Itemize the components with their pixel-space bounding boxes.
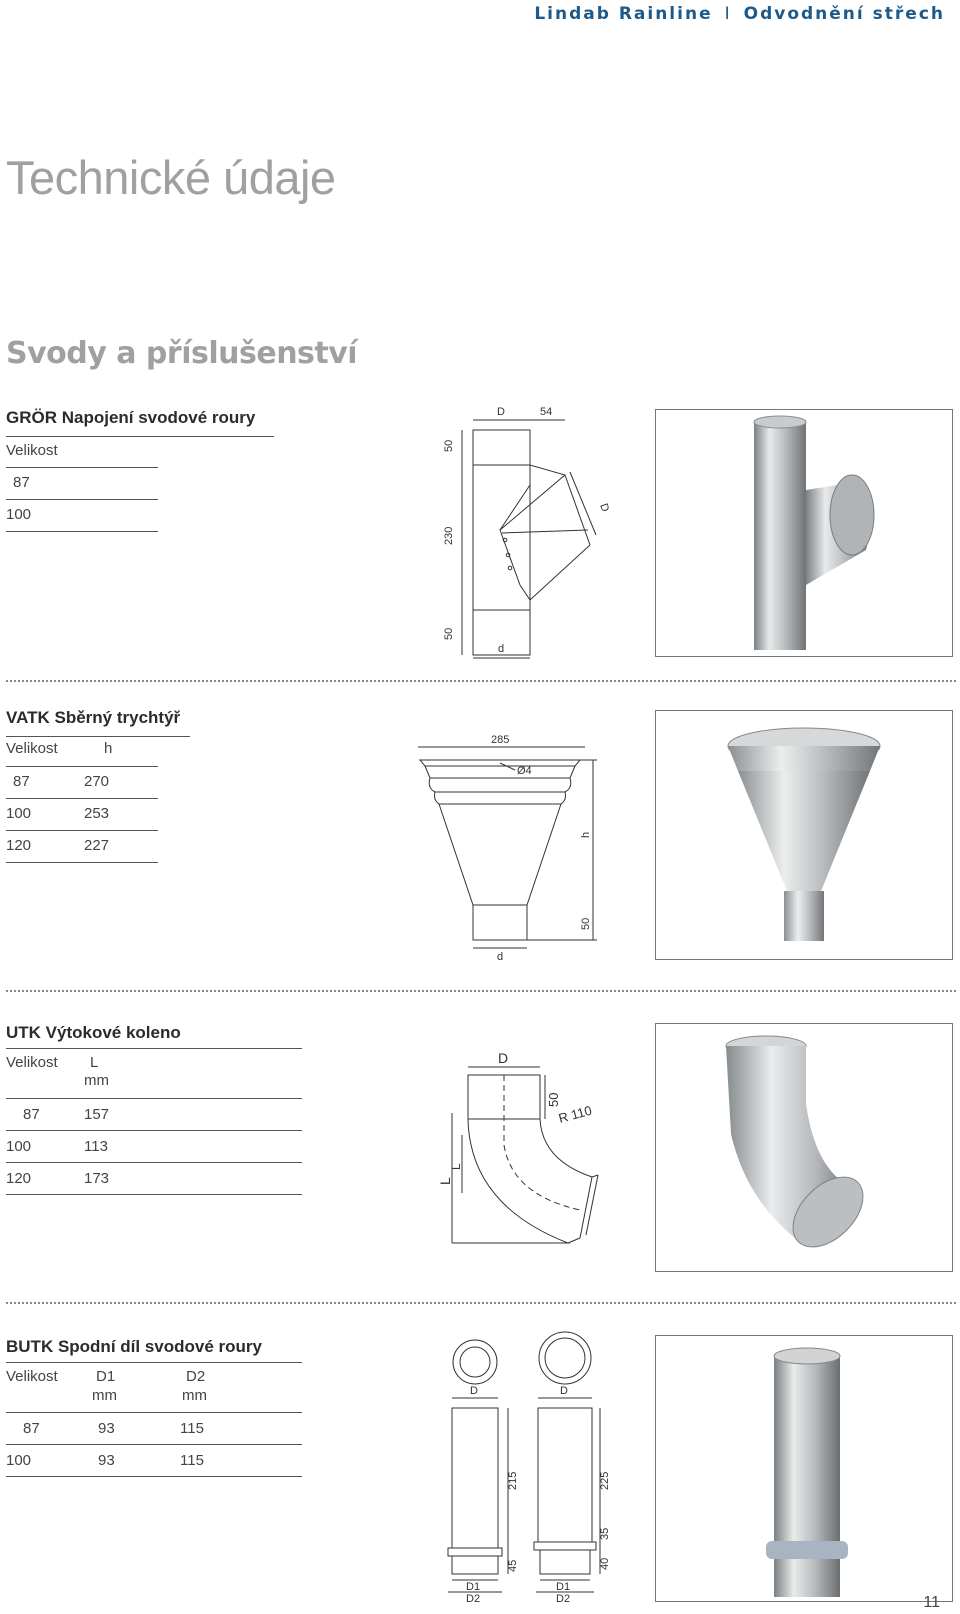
utk-row-1-size: 100 bbox=[6, 1138, 32, 1155]
vatk-photo bbox=[655, 710, 953, 960]
grör-photo bbox=[655, 409, 953, 657]
section-title: Svody a příslušenství bbox=[6, 336, 358, 371]
section-divider bbox=[6, 680, 956, 682]
vatk-dim-d: d bbox=[497, 951, 504, 963]
grör-title: GRÖR Napojení svodové roury bbox=[6, 408, 256, 427]
utk-dim-50: 50 bbox=[546, 1092, 561, 1107]
butk-rule bbox=[6, 1476, 302, 1477]
utk-dim-L-inner: L bbox=[449, 1163, 463, 1170]
grör-dim-d: d bbox=[498, 643, 505, 655]
utk-rule bbox=[6, 1130, 302, 1131]
utk-rule bbox=[6, 1098, 302, 1099]
vatk-row-1-h: 253 bbox=[84, 805, 110, 822]
utk-row-2-size: 120 bbox=[6, 1170, 32, 1187]
utk-header-L: L bbox=[90, 1054, 99, 1071]
utk-header-mm: mm bbox=[84, 1072, 109, 1089]
grör-dim-50a: 50 bbox=[443, 439, 455, 452]
vatk-dim-50: 50 bbox=[580, 917, 592, 930]
utk-row-2-L: 173 bbox=[84, 1170, 110, 1187]
vatk-dim-hole: Ø4 bbox=[517, 765, 532, 777]
brand-subtitle: Odvodnění střech bbox=[743, 4, 945, 24]
butk-dim-D2a: D2 bbox=[466, 1593, 481, 1605]
vatk-dim-285: 285 bbox=[491, 734, 510, 746]
brand-name: Lindab Rainline bbox=[534, 4, 713, 24]
butk-row-1-size: 100 bbox=[6, 1452, 32, 1469]
butk-title-rule bbox=[6, 1362, 302, 1363]
butk-row-1-D1: 93 bbox=[98, 1452, 115, 1469]
utk-rule bbox=[6, 1162, 302, 1163]
butk-dim-D2b: D2 bbox=[556, 1593, 571, 1605]
utk-row-1-L: 113 bbox=[84, 1138, 108, 1155]
utk-title: UTK Výtokové koleno bbox=[6, 1023, 181, 1042]
page-title: Technické údaje bbox=[6, 151, 336, 204]
page-number: 11 bbox=[923, 1594, 940, 1611]
utk-title-rule bbox=[6, 1048, 302, 1049]
grör-dim-diag-D: D bbox=[597, 501, 612, 514]
vatk-drawing bbox=[415, 730, 605, 963]
utk-photo bbox=[655, 1023, 953, 1272]
brand-separator: I bbox=[724, 4, 732, 24]
grör-dim-50b: 50 bbox=[443, 627, 455, 640]
grör-header-size: Velikost bbox=[6, 442, 58, 459]
butk-dim-45: 45 bbox=[507, 1559, 519, 1572]
vatk-header-h: h bbox=[104, 740, 113, 757]
vatk-title: VATK Sběrný trychtýř bbox=[6, 708, 181, 727]
brand-header bbox=[534, 4, 945, 24]
butk-drawing bbox=[440, 1330, 620, 1605]
grör-dim-230: 230 bbox=[443, 526, 455, 545]
grör-drawing bbox=[440, 400, 620, 665]
utk-row-0-size: 87 bbox=[23, 1106, 40, 1123]
utk-drawing bbox=[437, 1045, 610, 1245]
utk-header-size: Velikost bbox=[6, 1054, 58, 1071]
grör-dim-54: 54 bbox=[540, 406, 553, 418]
butk-dim-Db: D bbox=[560, 1385, 568, 1397]
utk-dim-R: R 110 bbox=[556, 1102, 594, 1126]
vatk-title-rule bbox=[6, 736, 190, 737]
butk-rule bbox=[6, 1412, 302, 1413]
butk-dim-40: 40 bbox=[599, 1557, 611, 1570]
vatk-row-0-size: 87 bbox=[13, 773, 30, 790]
butk-dim-D1a: D1 bbox=[466, 1581, 481, 1593]
butk-row-0-D1: 93 bbox=[98, 1420, 115, 1437]
utk-dim-D: D bbox=[498, 1050, 509, 1066]
butk-header-size: Velikost bbox=[6, 1368, 58, 1385]
butk-header-mm1: mm bbox=[92, 1387, 117, 1404]
butk-dim-225: 225 bbox=[599, 1471, 611, 1490]
butk-row-1-D2: 115 bbox=[180, 1452, 204, 1469]
vatk-rule bbox=[6, 830, 158, 831]
butk-row-0-size: 87 bbox=[23, 1420, 40, 1437]
vatk-rule bbox=[6, 766, 158, 767]
utk-dim-L-outer: L bbox=[437, 1177, 453, 1185]
grör-dim-D: D bbox=[497, 406, 505, 418]
section-divider bbox=[6, 990, 956, 992]
butk-dim-D1b: D1 bbox=[556, 1581, 571, 1593]
grör-rule bbox=[6, 467, 158, 468]
vatk-dim-h: h bbox=[580, 831, 592, 838]
grör-row-1-size: 100 bbox=[6, 506, 32, 523]
utk-rule bbox=[6, 1194, 302, 1195]
vatk-row-2-h: 227 bbox=[84, 837, 110, 854]
butk-title: BUTK Spodní díl svodové roury bbox=[6, 1337, 262, 1356]
vatk-row-0-h: 270 bbox=[84, 773, 110, 790]
butk-dim-35: 35 bbox=[599, 1527, 611, 1540]
grör-rule bbox=[6, 499, 158, 500]
grör-row-0-size: 87 bbox=[13, 474, 30, 491]
butk-header-D1: D1 bbox=[96, 1368, 116, 1385]
butk-row-0-D2: 115 bbox=[180, 1420, 204, 1437]
butk-header-mm2: mm bbox=[182, 1387, 207, 1404]
butk-dim-215: 215 bbox=[507, 1471, 519, 1490]
grör-rule bbox=[6, 531, 158, 532]
butk-dim-Da: D bbox=[470, 1385, 478, 1397]
vatk-row-2-size: 120 bbox=[6, 837, 32, 854]
butk-header-D2: D2 bbox=[186, 1368, 206, 1385]
vatk-row-1-size: 100 bbox=[6, 805, 32, 822]
butk-photo bbox=[655, 1335, 953, 1602]
section-divider bbox=[6, 1302, 956, 1304]
vatk-rule bbox=[6, 798, 158, 799]
grör-title-rule bbox=[6, 436, 274, 437]
butk-rule bbox=[6, 1444, 302, 1445]
vatk-rule bbox=[6, 862, 158, 863]
vatk-header-size: Velikost bbox=[6, 740, 58, 757]
utk-row-0-L: 157 bbox=[84, 1106, 110, 1123]
